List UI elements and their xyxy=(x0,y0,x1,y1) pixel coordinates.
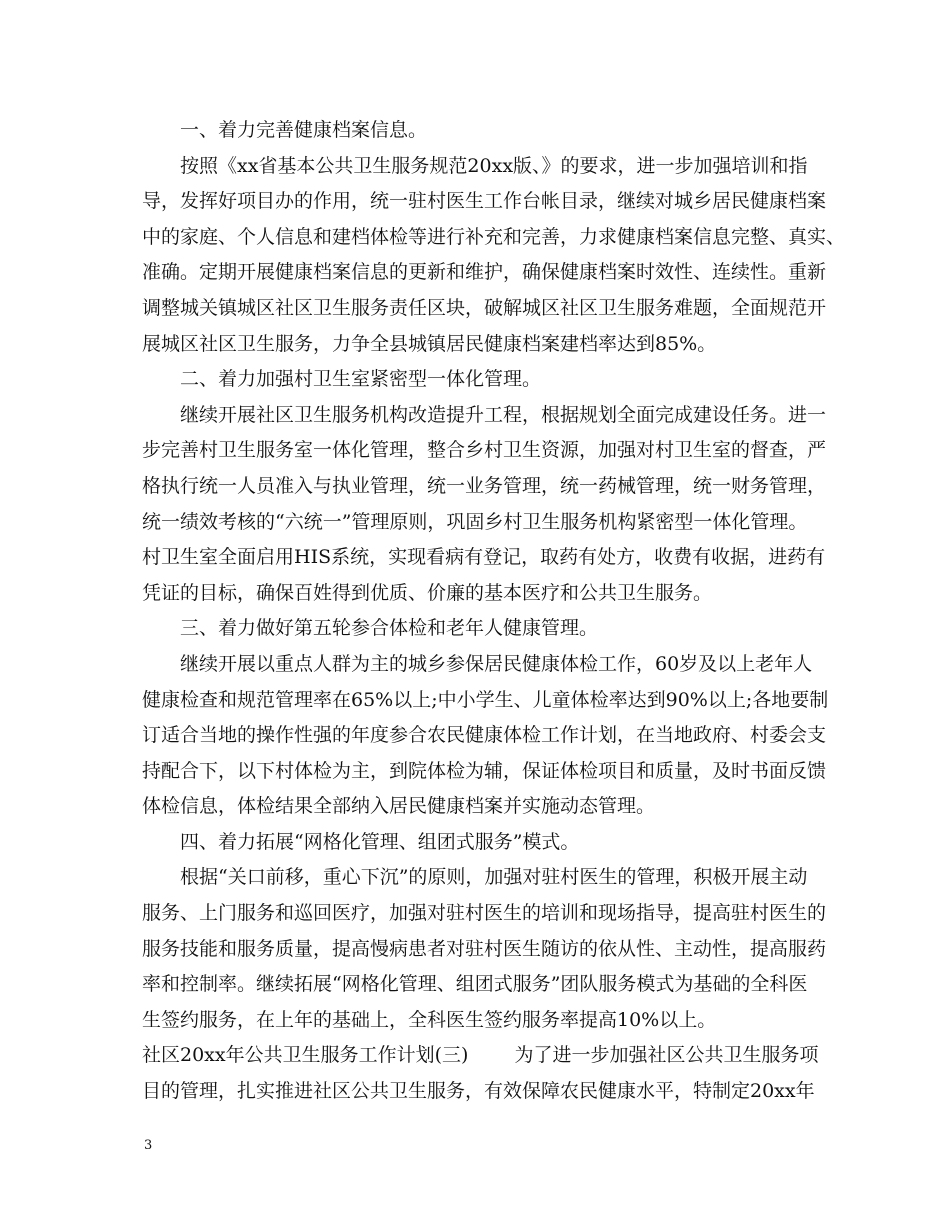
paragraph-line: 准确。定期开展健康档案信息的更新和维护，确保健康档案时效性、连续性。重新 xyxy=(142,261,827,284)
paragraph-line: 体检信息，体检结果全部纳入居民健康档案并实施动态管理。 xyxy=(142,795,656,818)
paragraph-line: 步完善村卫生服务室一体化管理，整合乡村卫生资源，加强对村卫生室的督查，严 xyxy=(142,439,827,462)
document-subtitle-line xyxy=(142,1038,819,1074)
paragraph-line: 继续开展社区卫生服务机构改造提升工程，根据规划全面完成建设任务。进一 xyxy=(180,403,827,426)
paragraph-line: 格执行统一人员准入与执业管理，统一业务管理，统一药械管理，统一财务管理， xyxy=(142,474,827,497)
paragraph-line: 生签约服务，在上年的基础上，全科医生签约服务率提高10%以上。 xyxy=(142,1008,717,1031)
paragraph-line: 调整城关镇城区社区卫生服务责任区块，破解城区社区卫生服务难题，全面规范开 xyxy=(142,296,827,319)
paragraph-line: 统一绩效考核的“六统一”管理原则，巩固乡村卫生服务机构紧密型一体化管理。 xyxy=(142,510,808,533)
section-heading-3: 三、着力做好第五轮参合体检和老年人健康管理。 xyxy=(180,617,599,640)
section-heading-2: 二、着力加强村卫生室紧密型一体化管理。 xyxy=(180,368,542,391)
paragraph-line: 继续开展以重点人群为主的城乡参保居民健康体检工作，60岁及以上老年人 xyxy=(180,652,813,675)
paragraph-line: 按照《xx省基本公共卫生服务规范20xx版、》的要求，进一步加强培训和指 xyxy=(180,154,808,177)
paragraph-line: 健康检查和规范管理率在65%以上;中小学生、儿童体检率达到90%以上;各地要制 xyxy=(142,688,829,711)
paragraph-line: 导，发挥好项目办的作用，统一驻村医生工作台帐目录，继续对城乡居民健康档案 xyxy=(142,190,827,213)
section-heading-4: 四、着力拓展“网格化管理、组团式服务”模式。 xyxy=(180,830,580,853)
paragraph-line: 持配合下，以下村体检为主，到院体检为辅，保证体检项目和质量，及时书面反馈 xyxy=(142,759,827,782)
paragraph-line: 目的管理，扎实推进社区公共卫生服务，有效保障农民健康水平，特制定20xx年 xyxy=(142,1080,815,1103)
document-body xyxy=(142,113,846,1110)
paragraph-line: 订适合当地的操作性强的年度参合农民健康体检工作计划，在当地政府、村委会支 xyxy=(142,724,827,747)
paragraph-line: 展城区社区卫生服务，力争全县城镇居民健康档案建档率达到85%。 xyxy=(142,332,717,355)
paragraph-line: 率和控制率。继续拓展“网格化管理、组团式服务”团队服务模式为基础的全科医 xyxy=(142,973,808,996)
section-heading-1: 一、着力完善健康档案信息。 xyxy=(180,119,428,141)
paragraph-line: 根据“关口前移，重心下沉”的原则，加强对驻村医生的管理，积极开展主动 xyxy=(180,866,808,889)
intro-text-start: 为了进一步加强社区公共卫生服务项 xyxy=(514,1044,819,1067)
document-subtitle: 社区20xx年公共卫生服务工作计划(三) xyxy=(142,1044,469,1067)
paragraph-line: 中的家庭、个人信息和建档体检等进行补充和完善，力求健康档案信息完整、真实、 xyxy=(142,225,846,248)
paragraph-line: 服务技能和服务质量，提高慢病患者对驻村医生随访的依从性、主动性，提高服药 xyxy=(142,937,827,960)
paragraph-line: 服务、上门服务和巡回医疗，加强对驻村医生的培训和现场指导，提高驻村医生的 xyxy=(142,902,827,925)
paragraph-line: 凭证的目标，确保百姓得到优质、价廉的基本医疗和公共卫生服务。 xyxy=(142,581,713,604)
page-number: 3 xyxy=(144,1138,153,1153)
paragraph-line: 村卫生室全面启用HIS系统，实现看病有登记，取药有处方，收费有收据，进药有 xyxy=(142,546,826,569)
